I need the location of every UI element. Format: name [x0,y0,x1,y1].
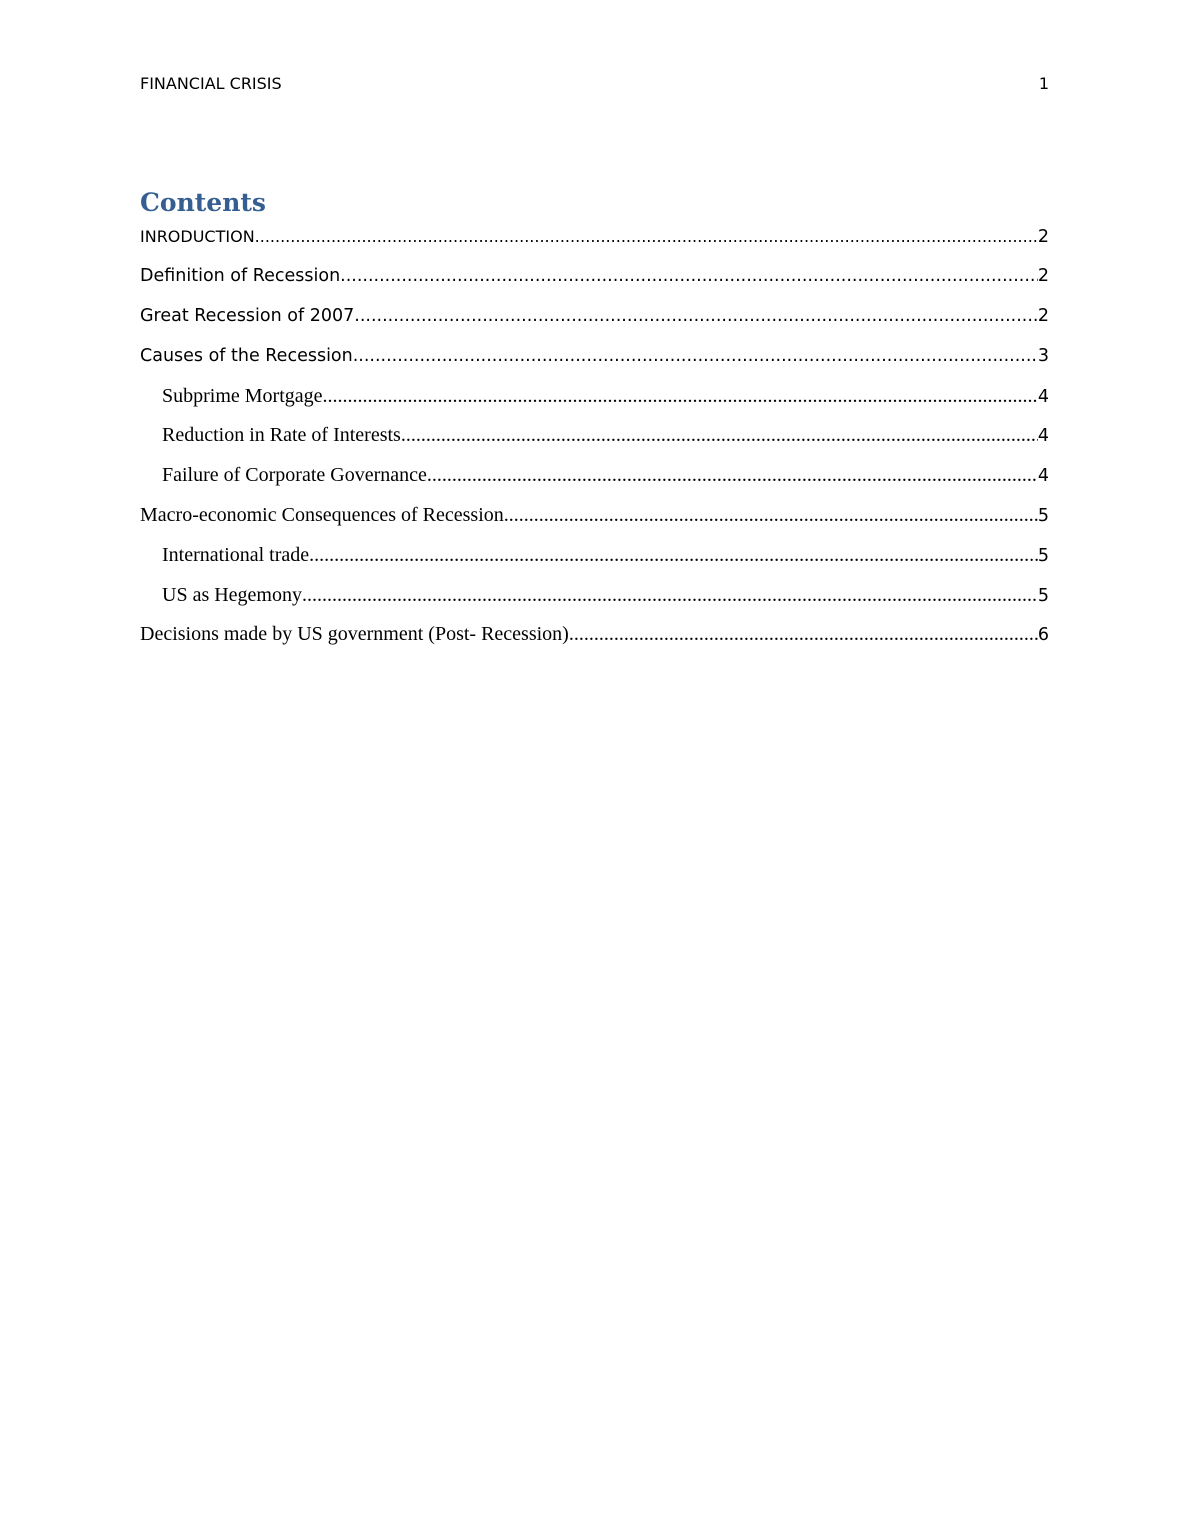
dot-leader [255,224,1038,250]
toc-entry-page: 4 [1037,466,1049,486]
toc-entry-label: International trade [162,544,310,566]
toc-entry-page: 4 [1037,426,1049,446]
toc-entry-macro-economic-consequences[interactable] [140,502,1049,528]
toc-entry-page: 6 [1037,625,1049,645]
page-number: 1 [1038,74,1049,93]
toc-entry-label: Subprime Mortgage [162,385,323,407]
toc-entry-failure-of-corporate-governance[interactable] [162,462,1049,488]
toc-entry-subprime-mortgage[interactable] [162,383,1049,409]
toc-entry-page: 2 [1037,266,1049,286]
toc-entry-page: 4 [1037,387,1049,407]
dot-leader [302,582,1038,608]
dot-leader [353,343,1038,369]
toc-entry-definition-of-recession[interactable] [140,263,1049,289]
toc-entry-introduction[interactable] [140,224,1049,250]
toc-entry-us-as-hegemony[interactable] [162,582,1049,608]
toc-entry-label: Great Recession of 2007 [140,306,355,326]
toc-entry-label: Macro-economic Consequences of Recession [140,504,504,526]
toc-entry-label: Decisions made by US government (Post- Recession) [140,623,569,645]
toc-entry-reduction-in-rate-of-interests[interactable] [162,422,1049,448]
toc-entry-label: US as Hegemony [162,584,302,606]
toc-entry-label: INRODUCTION [140,227,255,246]
page-header [140,72,1049,96]
toc-entry-page: 5 [1037,546,1049,566]
dot-leader [569,621,1038,647]
running-head-title: FINANCIAL CRISIS [140,74,282,93]
toc-entry-label: Definition of Recession [140,266,341,286]
toc-entry-label: Reduction in Rate of Interests [162,424,401,446]
toc-entry-page: 5 [1037,586,1049,606]
toc-entry-page: 2 [1037,227,1049,247]
dot-leader [427,462,1038,488]
toc-entry-page: 5 [1037,506,1049,526]
dot-leader [354,303,1038,329]
toc-heading: Contents [140,188,267,217]
dot-leader [504,502,1038,528]
toc-entry-page: 2 [1037,306,1049,326]
toc-entry-great-recession-2007[interactable] [140,303,1049,329]
dot-leader [401,422,1038,448]
dot-leader [340,263,1038,289]
toc-entry-label: Causes of the Recession [140,346,353,366]
toc-entry-international-trade[interactable] [162,542,1049,568]
dot-leader [323,383,1038,409]
toc-entry-label: Failure of Corporate Governance [162,464,427,486]
toc-entry-causes-of-recession[interactable] [140,343,1049,369]
toc-entry-decisions-by-us-government[interactable] [140,621,1049,647]
dot-leader [309,542,1038,568]
toc-entry-page: 3 [1037,346,1049,366]
